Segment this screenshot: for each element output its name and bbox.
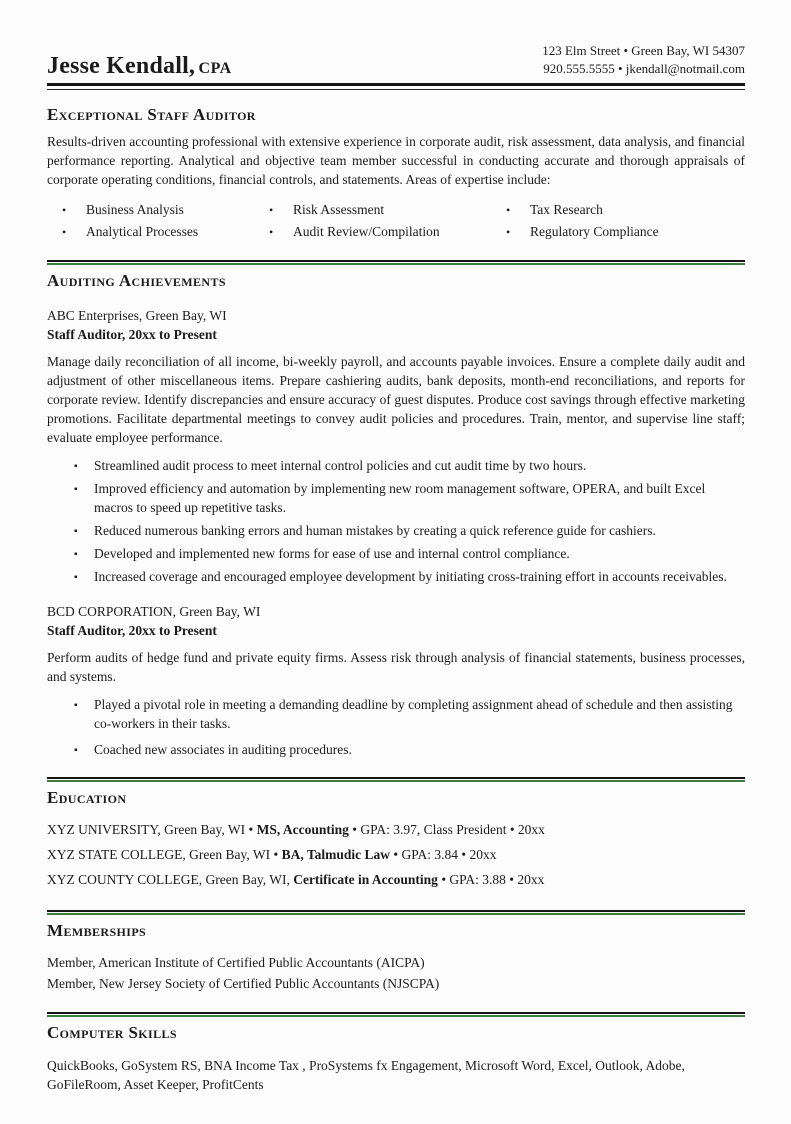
expertise-item xyxy=(62,200,269,220)
education-school: XYZ COUNTY COLLEGE, Green Bay, WI, xyxy=(47,872,294,887)
expertise-label: Audit Review/Compilation xyxy=(293,224,440,239)
contact-block xyxy=(542,42,745,78)
job-bullet-list xyxy=(47,695,745,759)
phone-email-line: 920.555.5555 • jkendall@notmail.com xyxy=(543,61,745,76)
job-summary: Perform audits of hedge fund and private equity firms. Assess risk through analysis of financial statements, business processes, and systems. xyxy=(47,650,745,684)
section-title-education: Education xyxy=(47,788,127,807)
education-degree: BA, Talmudic Law xyxy=(281,847,391,862)
expertise-label: Regulatory Compliance xyxy=(530,224,659,239)
bullet-icon: • xyxy=(62,203,67,217)
section-divider xyxy=(47,910,745,915)
education-list xyxy=(47,817,745,892)
bullet-icon: • xyxy=(269,203,274,217)
job-bullet: ▪ Reduced numerous banking errors and human mistakes by creating a quick reference guide for cashiers. xyxy=(94,521,745,540)
job-bullet: ▪ Played a pivotal role in meeting a demanding deadline by completing assignment ahead of schedule and then assisting co-workers in their tasks. xyxy=(94,695,745,733)
expertise-item xyxy=(62,222,269,242)
company-line: BCD CORPORATION, Green Bay, WI xyxy=(47,604,261,619)
education-school: XYZ STATE COLLEGE, Green Bay, WI • xyxy=(47,847,282,862)
expertise-label: Business Analysis xyxy=(86,202,184,217)
section-title-memberships: Memberships xyxy=(47,921,147,940)
section-divider xyxy=(47,777,745,782)
membership-item: Member, New Jersey Society of Certified Public Accountants (NJSCPA) xyxy=(47,976,440,991)
job-bullet: ▪ Increased coverage and encouraged employee development by initiating cross-training effort in accounts receivables. xyxy=(94,567,745,586)
job-block xyxy=(47,306,745,586)
education-item xyxy=(47,842,745,867)
section-divider xyxy=(47,260,745,265)
education-details: • GPA: 3.84 • 20xx xyxy=(390,847,497,862)
expertise-item xyxy=(506,200,745,220)
bullet-icon: • xyxy=(269,225,274,239)
bullet-icon: • xyxy=(506,225,511,239)
section-title-computer-skills: Computer Skills xyxy=(47,1023,177,1042)
bullet-icon: • xyxy=(62,225,67,239)
candidate-name: Jesse Kendall, xyxy=(47,53,196,79)
candidate-credential: CPA xyxy=(198,60,232,77)
summary-paragraph: Results-driven accounting professional with extensive experience in corporate audit, risk assessment, data analysis, and financial performance reporting. Analytical and objective team member successful in conducting accurate and thorough appraisals of corporate operating conditions, financial controls, and statements. Areas of expertise include: xyxy=(47,134,745,187)
membership-item: Member, American Institute of Certified Public Accountants (AICPA) xyxy=(47,955,425,970)
job-bullet: ▪ Streamlined audit process to meet internal control policies and cut audit time by two hours. xyxy=(94,456,745,475)
role-line: Staff Auditor, 20xx to Present xyxy=(47,623,217,638)
header xyxy=(47,42,745,78)
expertise-label: Tax Research xyxy=(530,202,603,217)
header-divider xyxy=(47,83,745,90)
job-bullet: ▪ Coached new associates in auditing procedures. xyxy=(94,740,745,759)
education-degree: MS, Accounting xyxy=(256,822,349,837)
memberships-list xyxy=(47,952,745,994)
job-bullet: ▪ Developed and implemented new forms for ease of use and internal control compliance. xyxy=(94,544,745,563)
candidate-name-block xyxy=(47,53,232,79)
section-divider xyxy=(47,1012,745,1017)
expertise-item xyxy=(506,222,745,242)
expertise-item xyxy=(269,222,506,242)
company-line: ABC Enterprises, Green Bay, WI xyxy=(47,308,227,323)
expertise-list xyxy=(62,200,745,242)
computer-skills-text: QuickBooks, GoSystem RS, BNA Income Tax , ProSystems fx Engagement, Microsoft Word, Excel, Outlook, Adobe, GoFileRoom, Asset Keeper, ProfitCents xyxy=(47,1058,685,1092)
expertise-label: Risk Assessment xyxy=(293,202,385,217)
job-bullet: ▪ Improved efficiency and automation by implementing new room management software, OPERA, and built Excel macros to speed up repetitive tasks. xyxy=(94,479,745,517)
education-school: XYZ UNIVERSITY, Green Bay, WI • xyxy=(47,822,257,837)
education-details: • GPA: 3.88 • 20xx xyxy=(437,872,545,887)
job-bullet-list xyxy=(47,456,745,586)
education-degree: Certificate in Accounting xyxy=(293,872,438,887)
education-item xyxy=(47,867,745,892)
education-item xyxy=(47,817,745,842)
expertise-label: Analytical Processes xyxy=(86,224,199,239)
job-summary: Manage daily reconciliation of all income, bi-weekly payroll, and accounts payable invoices. Ensure a complete daily audit and adjustment of other miscellaneous items. Prepare cashiering audits, bank deposits, month-end reconciliations, and reports for corporate review. Identify discrepancies and ensure accuracy of guest disputes. Produce cost savings through effective marketing promotions. Facilitate departmental meetings to convey audit policies and procedures. Train, mentor, and supervise line staff; evaluate employee performance. xyxy=(47,354,745,445)
resume-headline: Exceptional Staff Auditor xyxy=(47,105,256,124)
address-line: 123 Elm Street • Green Bay, WI 54307 xyxy=(542,43,745,58)
job-block xyxy=(47,602,745,759)
expertise-item xyxy=(269,200,506,220)
role-line: Staff Auditor, 20xx to Present xyxy=(47,327,217,342)
bullet-icon: • xyxy=(506,203,511,217)
education-details: • GPA: 3.97, Class President • 20xx xyxy=(348,822,545,837)
section-title-achievements: Auditing Achievements xyxy=(47,271,226,290)
